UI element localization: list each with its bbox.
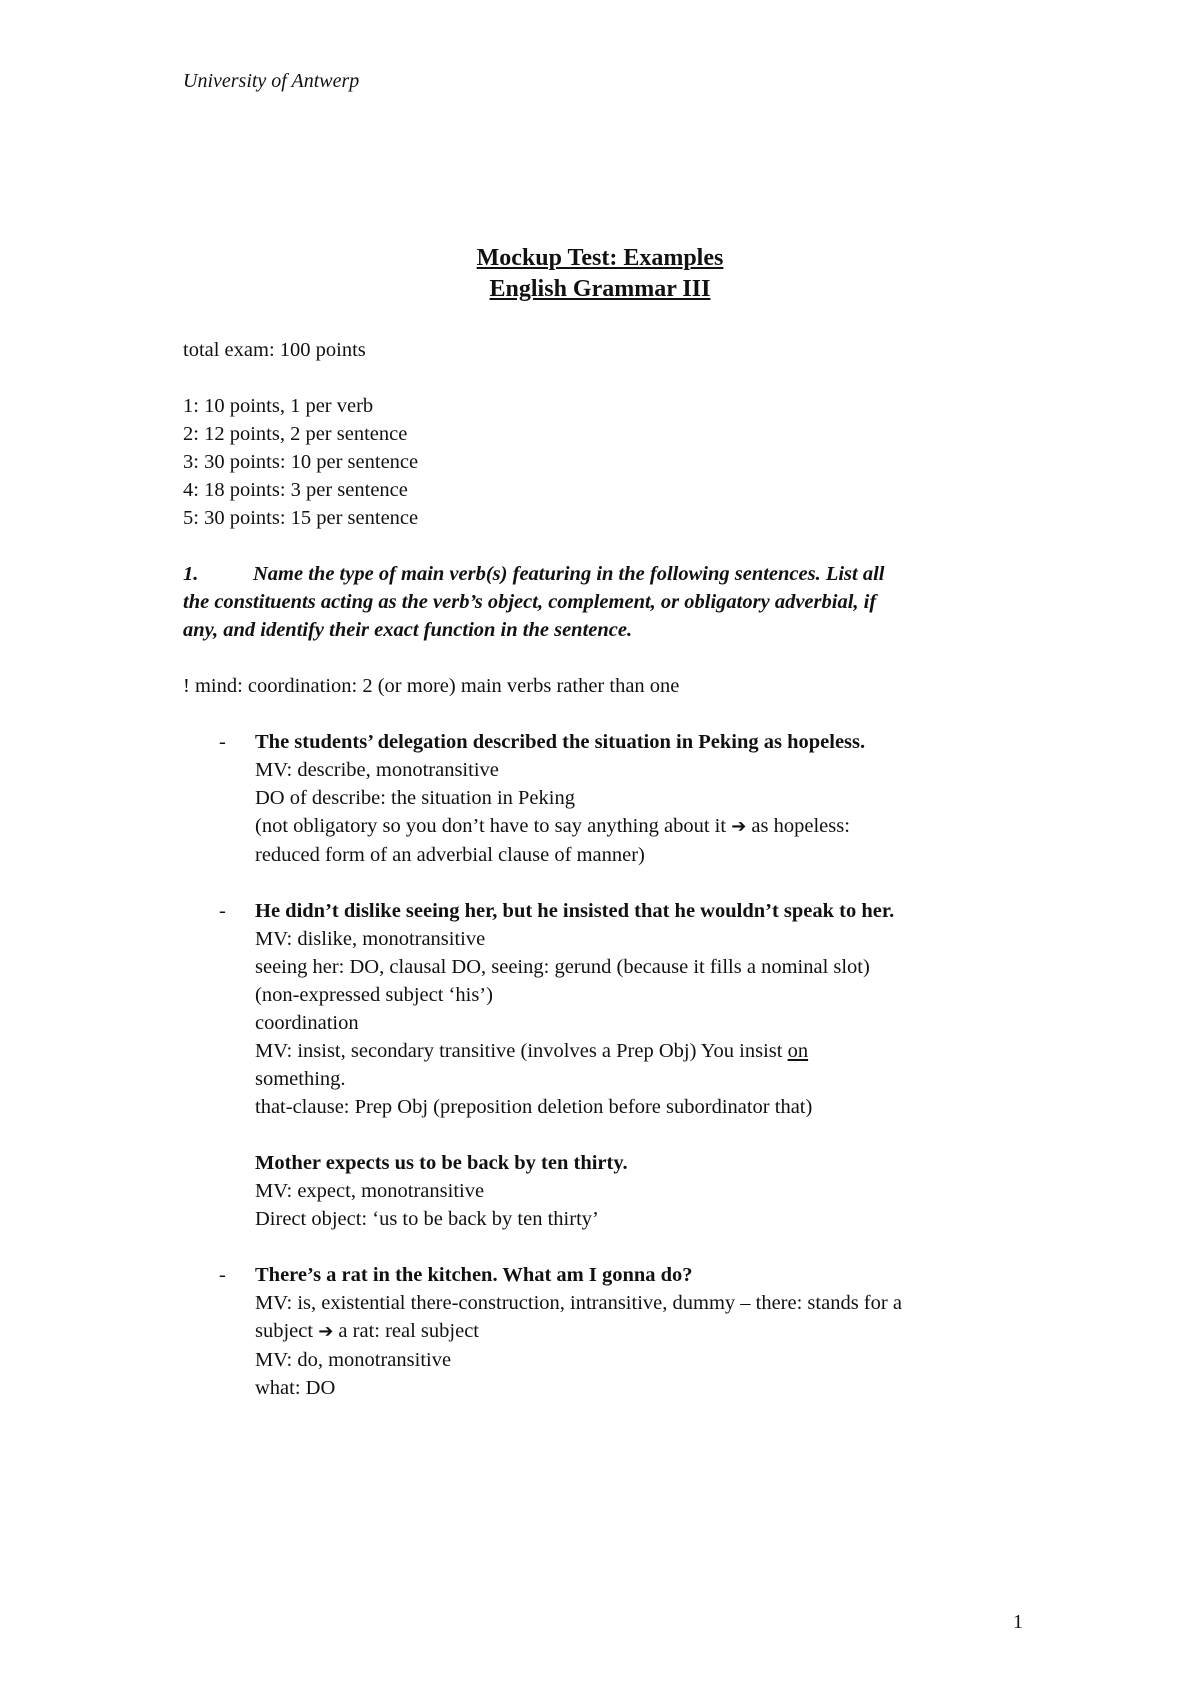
scoring-list: [183, 392, 1043, 532]
example-item-2: [183, 897, 1043, 1121]
scoring-item: 2: 12 points, 2 per sentence: [183, 423, 408, 445]
analysis-line: MV: dislike, monotransitive: [255, 928, 486, 950]
question-number: 1.: [183, 563, 199, 585]
example-sentence: There’s a rat in the kitchen. What am I gonna do?: [255, 1264, 693, 1286]
institution-header: University of Antwerp: [183, 70, 360, 92]
document-body: [183, 336, 1043, 1402]
analysis-line: [255, 1037, 1043, 1065]
example-sentence: He didn’t dislike seeing her, but he insisted that he wouldn’t speak to her.: [255, 900, 895, 922]
total-points: total exam: 100 points: [183, 339, 366, 361]
analysis-line: MV: do, monotransitive: [255, 1349, 452, 1371]
analysis-line: [255, 812, 1043, 841]
document-title: [0, 243, 1200, 305]
coordination-note: ! mind: coordination: 2 (or more) main verbs rather than one: [183, 675, 680, 697]
instruction-line: any, and identify their exact function in the sentence.: [183, 619, 633, 641]
arrow-right-icon: ➔: [318, 1321, 334, 1342]
analysis-text: MV: insist, secondary transitive (involves a Prep Obj) You insist: [255, 1040, 788, 1062]
example-item-1: [183, 728, 1043, 869]
analysis-line: something.: [255, 1068, 346, 1090]
analysis-line: seeing her: DO, clausal DO, seeing: gerund (because it fills a nominal slot): [255, 956, 870, 978]
analysis-line: what: DO: [255, 1377, 336, 1399]
question-1-instruction: [183, 560, 1043, 644]
analysis-line: (non-expressed subject ‘his’): [255, 984, 493, 1006]
analysis-text: a rat: real subject: [333, 1320, 479, 1342]
analysis-line: DO of describe: the situation in Peking: [255, 787, 575, 809]
analysis-line: that-clause: Prep Obj (preposition deletion before subordinator that): [255, 1096, 813, 1118]
instruction-line: Name the type of main verb(s) featuring in the following sentences. List all: [253, 563, 885, 585]
analysis-line: MV: is, existential there-construction, intransitive, dummy – there: stands for a: [255, 1292, 902, 1314]
example-item-3: [183, 1149, 1043, 1233]
instruction-line: the constituents acting as the verb’s object, complement, or obligatory adverbial, if: [183, 591, 877, 613]
bullet-dash: -: [219, 900, 226, 922]
example-sentence: The students’ delegation described the situation in Peking as hopeless.: [255, 731, 866, 753]
scoring-item: 4: 18 points: 3 per sentence: [183, 479, 408, 501]
scoring-item: 3: 30 points: 10 per sentence: [183, 451, 419, 473]
scoring-item: 5: 30 points: 15 per sentence: [183, 507, 419, 529]
analysis-line: MV: describe, monotransitive: [255, 759, 499, 781]
analysis-text: (not obligatory so you don’t have to say anything about it: [255, 815, 732, 837]
example-sentence: Mother expects us to be back by ten thirty.: [255, 1152, 628, 1174]
analysis-text: as hopeless:: [746, 815, 850, 837]
page-number: 1: [1013, 1611, 1023, 1633]
analysis-line: coordination: [255, 1012, 359, 1034]
underlined-word: on: [787, 1040, 809, 1062]
analysis-text: subject: [255, 1320, 319, 1342]
analysis-line: Direct object: ‘us to be back by ten thirty’: [255, 1208, 599, 1230]
title-line-1: Mockup Test: Examples: [476, 245, 724, 271]
title-line-2: English Grammar III: [489, 276, 711, 302]
bullet-dash: -: [219, 1264, 226, 1286]
analysis-line: reduced form of an adverbial clause of manner): [255, 844, 645, 866]
example-item-4: [183, 1261, 1043, 1402]
arrow-right-icon: ➔: [731, 816, 747, 837]
analysis-line: MV: expect, monotransitive: [255, 1180, 485, 1202]
analysis-line: [255, 1317, 1043, 1346]
bullet-dash: -: [219, 731, 226, 753]
scoring-item: 1: 10 points, 1 per verb: [183, 395, 374, 417]
